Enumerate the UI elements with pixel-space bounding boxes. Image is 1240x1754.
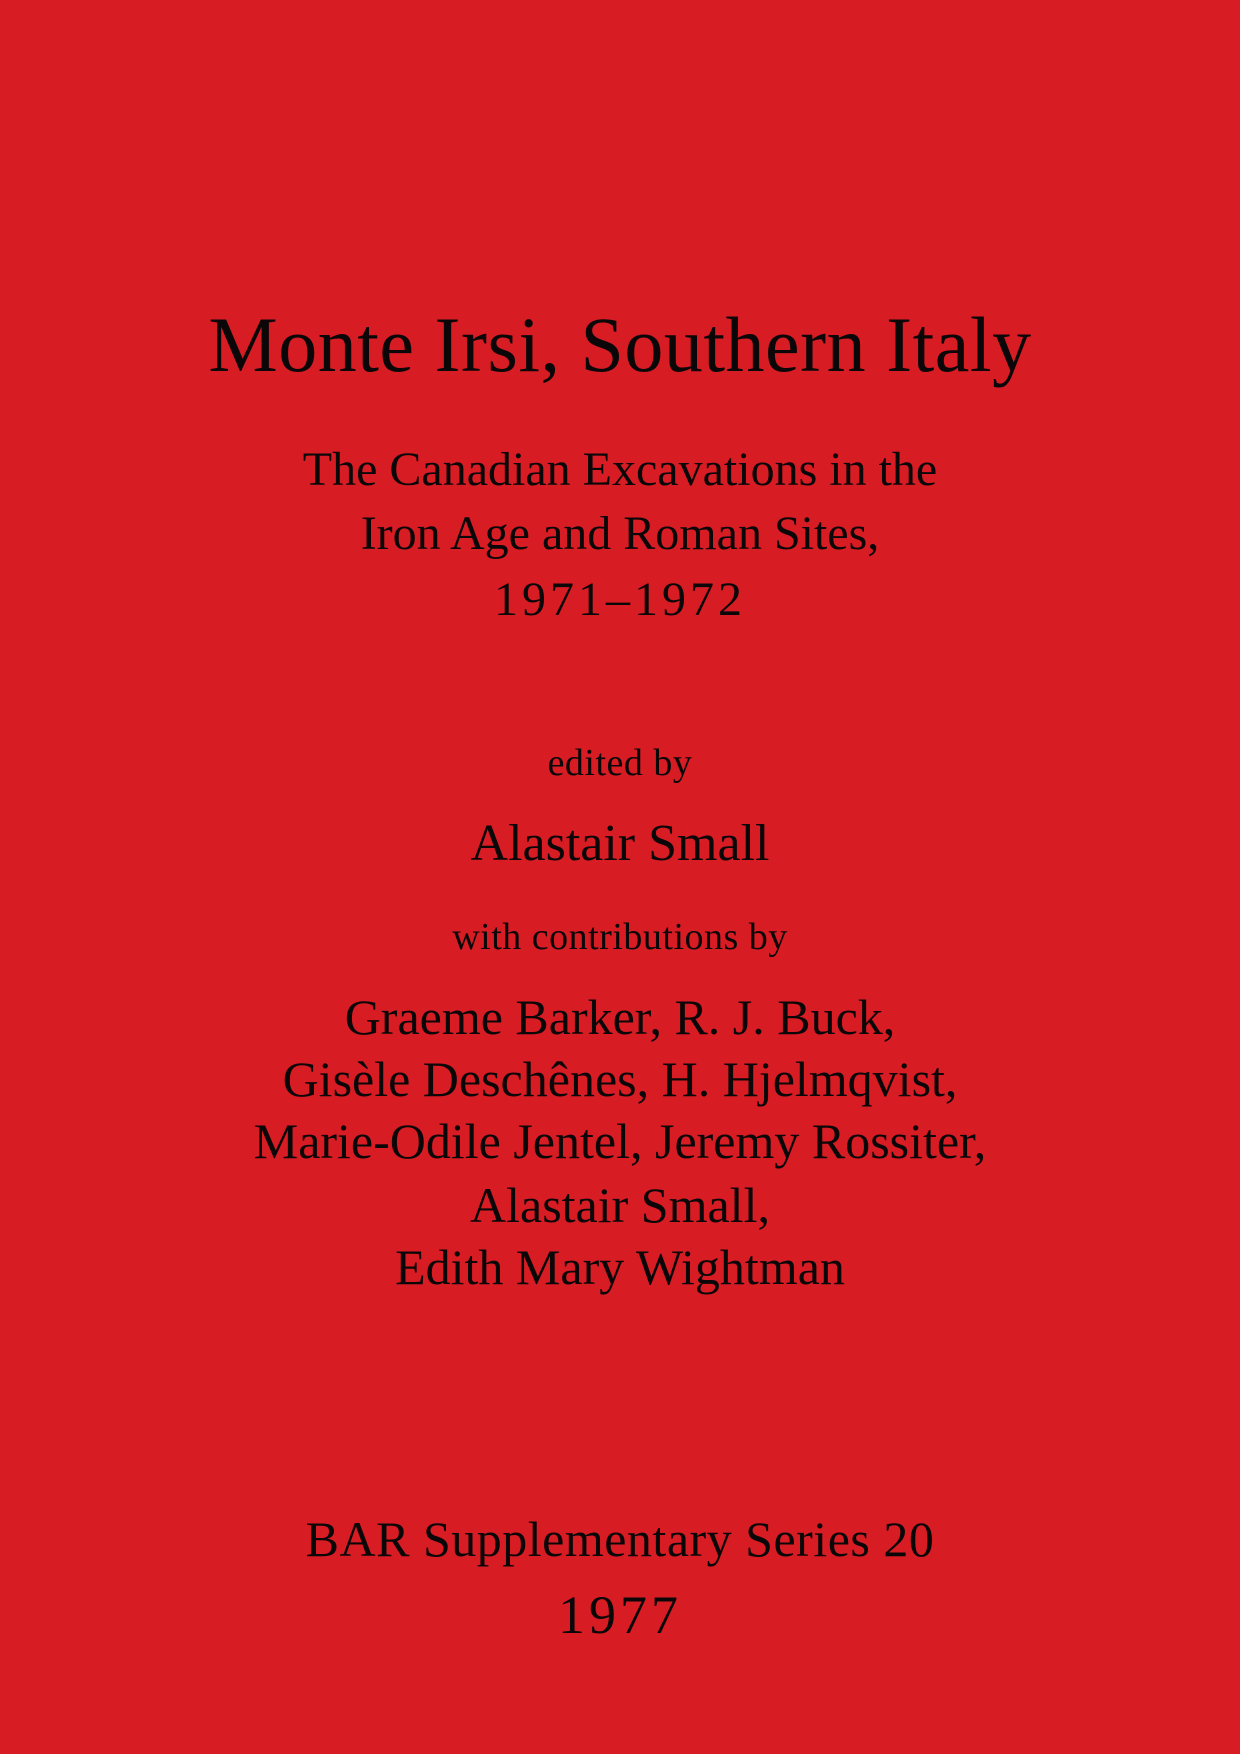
subtitle-date-range: 1971–1972 — [494, 573, 746, 626]
contributors-line-1: Graeme Barker, R. J. Buck, — [344, 989, 896, 1045]
contributors-line-4: Alastair Small, — [470, 1177, 770, 1233]
subtitle-line-1: The Canadian Excavations in the — [302, 443, 938, 496]
edited-by-label: edited by — [547, 742, 693, 784]
subtitle-line-2: Iron Age and Roman Sites, — [360, 507, 880, 560]
contributors-line-2: Gisèle Deschênes, H. Hjelmqvist, — [282, 1051, 958, 1107]
series-name: BAR Supplementary Series 20 — [305, 1511, 935, 1567]
contributions-label: with contributions by — [452, 916, 788, 958]
publication-year: 1977 — [558, 1585, 682, 1645]
contributors-line-5: Edith Mary Wightman — [395, 1239, 845, 1295]
book-title: Monte Irsi, Southern Italy — [208, 301, 1032, 388]
editor-name: Alastair Small — [470, 815, 770, 872]
contributors-line-3: Marie-Odile Jentel, Jeremy Rossiter, — [253, 1113, 987, 1169]
